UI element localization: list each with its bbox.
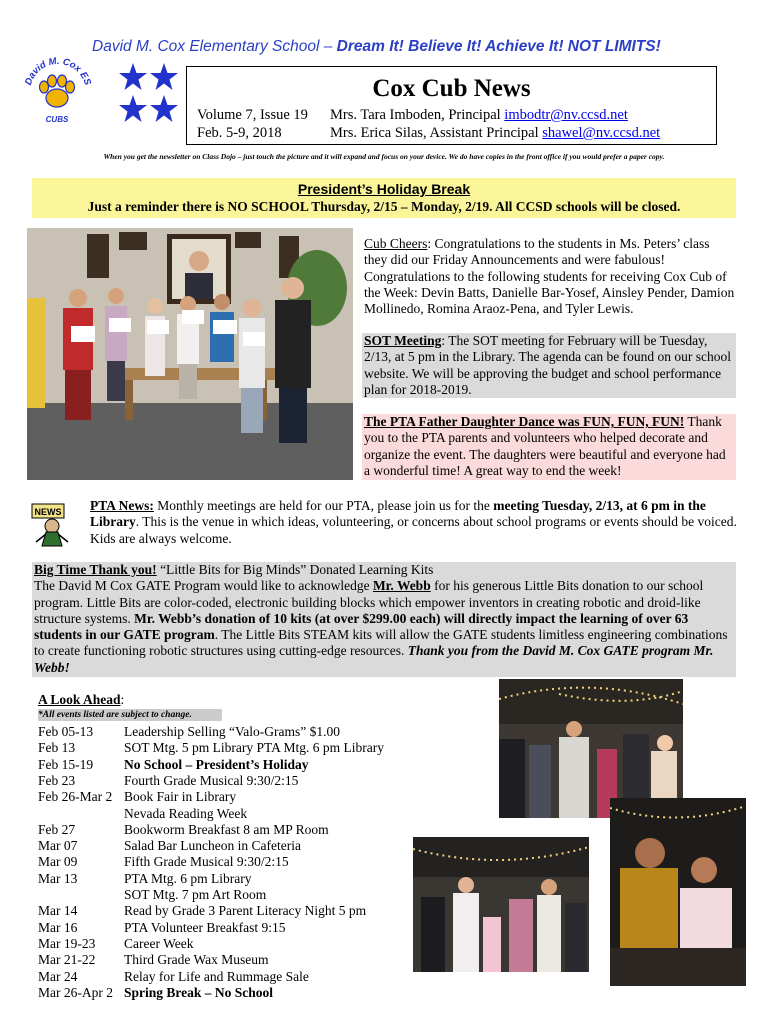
gate-thank-you-section: Big Time Thank you! “Little Bits for Big Minds” Donated Learning Kits The David M Cox GATE Program would like to acknowledge Mr. Webb for his generous Little Bits donation to our school program. Little Bits are color-coded, electronic building blocks which empower inventors in creating robotic and droid-like structure systems. Mr. Webb’s donation of 10 kits (at over $299.00 each) will directly impact the learning of over 63 students in our GATE program. The Little Bits STEAM kits will allow the GATE students limitless engineering combinations to create functioning robotic structures using cutting-edge resources. Thank you from the David M. Cox GATE program Mr. Webb! <box>32 562 736 677</box>
class-dojo-note: When you get the newsletter on Class Dojo – just touch the picture and it will expand and focus on your device. We do have copies in the front office if you would prefer a paper copy. <box>103 152 665 161</box>
assistant-email-link[interactable]: shawel@nv.ccsd.net <box>542 125 661 141</box>
event-date: Feb 05-13 <box>38 724 94 739</box>
event-text: Leadership Selling “Valo-Grams” $1.00 <box>124 724 340 739</box>
event-date: Mar 21-22 <box>38 952 96 968</box>
event-date: Feb 13 <box>38 740 76 756</box>
dance-text: Thank you to the PTA parents and volunteers who helped decorate and organize the event. The daughters were beautiful and everyone had a wonderful time! A great way to end the week! <box>364 414 726 478</box>
issue-dates: Feb. 5-9, 2018 <box>197 125 282 141</box>
school-name: David M. Cox Elementary School – <box>92 38 337 55</box>
event-text: PTA Mtg. 6 pm Library <box>124 870 252 886</box>
cub-cheers-text: : Congratulations to the students in Ms. Peters’ class they did our Friday Announcements and were fabulous! Congratulations to the following students for receiving Cox Cub of the Week: Devin Batts, Danielle Bar-Yosef, Ainsley Pender, Damion Mollinedo, Romina Araoz-Pena, and Tyler Lewis. <box>364 236 735 317</box>
school-logo <box>20 52 95 127</box>
event-date: Mar 16 <box>38 919 78 935</box>
logo-top-text: David M. Cox ES <box>23 55 93 87</box>
event-date: Feb 26-Mar 2 <box>38 789 113 805</box>
class-photo <box>27 228 353 480</box>
event-text: No School – President’s Holiday <box>124 756 309 772</box>
cub-cheers-heading: Cub Cheers <box>364 236 428 251</box>
newsletter-title-box <box>186 66 717 145</box>
holiday-text: Just a reminder there is NO SCHOOL Thursday, 2/15 – Monday, 2/19. All CCSD schools will be closed. <box>87 199 681 214</box>
event-date: Mar 13 <box>38 870 78 886</box>
principal-email-link[interactable]: imbodtr@nv.ccsd.net <box>504 107 628 123</box>
event-text: PTA Volunteer Breakfast 9:15 <box>124 919 286 935</box>
volume-issue: Volume 7, Issue 19 <box>197 107 308 123</box>
event-date: Feb 15-19 <box>38 756 94 772</box>
pta-news-section: PTA News: Monthly meetings are held for our PTA, please join us for the meeting Tuesday, 2/13, at 6 pm in the Library. This is the venue in which ideas, volunteering, or concerns about school programs or events should be voiced. Kids are always welcome. <box>90 498 737 546</box>
thanks-subtitle: “Little Bits for Big Minds” Donated Learning Kits <box>156 562 434 577</box>
donor-name: Mr. Webb <box>372 578 431 594</box>
event-text: Fifth Grade Musical 9:30/2:15 <box>124 854 289 870</box>
cub-cheers-section <box>364 236 736 317</box>
school-motto: Dream It! Believe It! Achieve It! NOT LIMITS! <box>336 38 661 55</box>
pta-meeting-info: meeting Tuesday, 2/13, at 6 pm in the Library <box>90 498 706 530</box>
principal-line: Mrs. Tara Imboden, Principal imbodtr@nv.ccsd.net <box>330 107 628 123</box>
donation-highlight: Mr. Webb’s donation of 10 kits (at over $299.00 each) will directly impact the learning of over 63 students in our GATE program <box>34 610 689 643</box>
event-text: Third Grade Wax Museum <box>124 952 269 968</box>
thanks-closing: Thank you from the David M. Cox GATE program Mr. Webb! <box>34 643 714 675</box>
event-text: SOT Mtg. 5 pm Library PTA Mtg. 6 pm Library <box>124 740 385 756</box>
event-date: Mar 07 <box>38 838 78 854</box>
paw-print-icon <box>40 75 75 107</box>
sot-meeting-section <box>362 333 736 398</box>
event-text: Bookworm Breakfast 8 am MP Room <box>124 821 329 837</box>
event-text: Relay for Life and Rummage Sale <box>124 968 309 984</box>
assistant-principal-line: Mrs. Erica Silas, Assistant Principal shawel@nv.ccsd.net <box>330 125 661 141</box>
dance-photo-3 <box>610 798 746 986</box>
thanks-heading: Big Time Thank you! <box>34 562 157 577</box>
event-text: SOT Mtg. 7 pm Art Room <box>124 887 267 902</box>
event-date: Mar 26-Apr 2 <box>38 984 113 1000</box>
event-text: Book Fair in Library <box>124 789 237 805</box>
event-date: Mar 09 <box>38 854 78 870</box>
event-text: Read by Grade 3 Parent Literacy Night 5 pm <box>124 903 367 919</box>
events-disclaimer: *All events listed are subject to change. <box>38 709 222 721</box>
event-date: Mar 24 <box>38 968 78 984</box>
event-text: Fourth Grade Musical 9:30/2:15 <box>124 772 299 788</box>
news-icon-label: NEWS <box>34 507 62 517</box>
newsletter-title: Cox Cub News <box>372 75 531 102</box>
father-daughter-dance-section <box>362 414 736 480</box>
school-tagline <box>92 38 661 56</box>
event-date: Feb 23 <box>38 772 76 788</box>
event-text: Nevada Reading Week <box>124 805 248 821</box>
event-text: Spring Break – No School <box>124 984 274 1000</box>
event-text: Salad Bar Luncheon in Cafeteria <box>124 838 301 854</box>
event-date: Mar 19-23 <box>38 935 96 951</box>
holiday-banner <box>32 178 736 218</box>
event-date: Mar 14 <box>38 903 78 919</box>
stars-icon <box>118 62 180 124</box>
event-date: Feb 27 <box>38 821 76 837</box>
sot-text: : The SOT meeting for February will be Tuesday, 2/13, at 5 pm in the Library. The agenda can be found on our school website. We will be approving the budget and school performance plan for 2018-2019. <box>364 333 732 397</box>
dance-heading: The PTA Father Daughter Dance was FUN, FUN, FUN! <box>364 414 685 429</box>
dance-photo-2 <box>413 837 589 972</box>
look-ahead-heading: A Look Ahead: <box>38 692 125 707</box>
holiday-title: President’s Holiday Break <box>297 181 471 197</box>
sot-heading: SOT Meeting <box>364 333 442 348</box>
event-text: Career Week <box>124 935 194 951</box>
news-cartoon-icon <box>28 502 76 550</box>
pta-news-heading: PTA News: <box>90 498 154 513</box>
logo-bottom-text: CUBS <box>45 115 69 124</box>
